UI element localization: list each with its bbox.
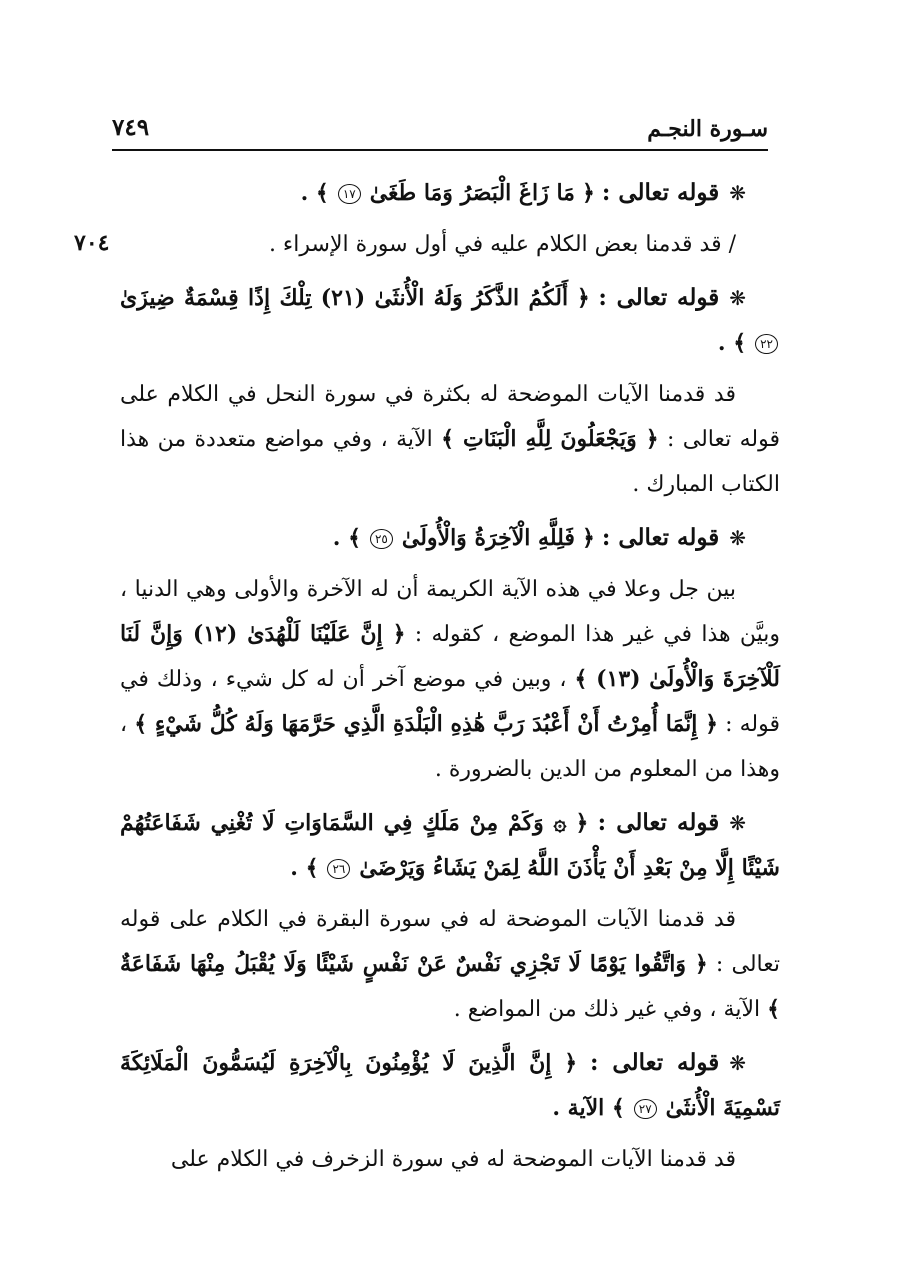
quran-quote: ﴿ إِنَّ عَلَيْنَا لَلْهُدَىٰ (١٢) وَإِنَّ لَنَا لَلْآخِرَةَ وَالْأُولَىٰ (١٣) ﴾ xyxy=(120,621,780,692)
verse-heading xyxy=(120,515,780,561)
heading-tail: . xyxy=(290,855,306,881)
heading-label: قوله تعالى : xyxy=(590,1049,720,1076)
quran-quote: ﴿ إِنَّمَا أُمِرْتُ أَنْ أَعْبُدَ رَبَّ هَٰذِهِ الْبَلْدَةِ الَّذِي حَرَّمَهَا وَلَهُ كُلُّ شَيْءٍ ﴾ xyxy=(134,711,719,737)
quran-quote: ﴿ وَيَجْعَلُونَ لِلَّهِ الْبَنَاتِ ﴾ xyxy=(441,426,659,452)
asterisk-icon: ❋ xyxy=(729,181,746,205)
commentary-paragraph: قد قدمنا الآيات الموضحة له في سورة الزخرف في الكلام على xyxy=(170,1147,736,1172)
heading-label: قوله تعالى : xyxy=(601,179,720,206)
quote-open-bracket: ﴿ xyxy=(581,525,595,551)
asterisk-icon: ❋ xyxy=(729,1051,747,1075)
verse-heading xyxy=(120,1040,780,1131)
commentary-text: قد قدمنا الآيات الموضحة له في سورة البقرة في الكلام على قوله تعالى : xyxy=(120,907,780,977)
quote-close-bracket: ﴾ xyxy=(733,330,747,356)
quote-close-bracket: ﴾ xyxy=(611,1095,625,1121)
quran-verse: إِنَّ الَّذِينَ لَا يُؤْمِنُونَ بِالْآخِرَةِ لَيُسَمُّونَ الْمَلَائِكَةَ تَسْمِيَةَ الْأُنثَىٰ xyxy=(120,1050,780,1121)
commentary-paragraph xyxy=(120,567,780,792)
quote-open-bracket: ﴿ xyxy=(576,285,590,311)
verse-heading xyxy=(120,800,780,891)
asterisk-icon: ❋ xyxy=(729,811,747,835)
margin-page-reference: ٧٠٤ xyxy=(74,230,110,256)
commentary-paragraph xyxy=(120,897,780,1032)
commentary-text: ، وبين في موضع آخر أن له كل شيء ، وذلك في قوله : xyxy=(120,667,781,737)
heading-label: قوله تعالى : xyxy=(601,524,720,551)
quote-open-bracket: ﴿ xyxy=(581,180,595,206)
quran-quote: ﴿ وَاتَّقُوا يَوْمًا لَا تَجْزِي نَفْسٌ عَنْ نَفْسٍ شَيْئًا وَلَا يُقْبَلُ مِنْهَا شَفَاعَةٌ ﴾ xyxy=(120,951,780,1022)
page-body xyxy=(120,168,780,1190)
quran-verse: ۞ وَكَمْ مِنْ مَلَكٍ فِي السَّمَاوَاتِ لَا تُغْنِي شَفَاعَتُهُمْ شَيْئًا إِلَّا مِنْ بَعْدِ أَنْ يَأْذَنَ اللَّهُ لِمَنْ يَشَاءُ وَيَرْضَىٰ xyxy=(120,810,780,881)
quran-verse: أَلَكُمُ الذَّكَرُ وَلَهُ الْأُنثَىٰ (٢١) تِلْكَ إِذًا قِسْمَةٌ ضِيزَىٰ xyxy=(120,285,569,311)
quote-close-bracket: ﴾ xyxy=(315,180,329,206)
heading-tail: . xyxy=(332,525,349,551)
header-divider xyxy=(112,149,768,151)
quran-verse: مَا زَاغَ الْبَصَرُ وَمَا طَغَىٰ xyxy=(369,180,575,206)
verse-number-badge: ٢٢ xyxy=(755,334,778,354)
commentary-text: قد قدمنا الآيات الموضحة له بكثرة في سورة النحل في الكلام على قوله تعالى : xyxy=(120,382,780,452)
verse-heading xyxy=(120,170,780,216)
heading-label: قوله تعالى : xyxy=(598,284,720,311)
heading-tail: الآية . xyxy=(552,1095,612,1121)
quote-open-bracket: ﴿ xyxy=(575,810,589,836)
verse-number-badge: ٢٧ xyxy=(634,1099,657,1119)
asterisk-icon: ❋ xyxy=(729,286,746,310)
verse-heading xyxy=(120,275,780,366)
asterisk-icon: ❋ xyxy=(729,526,746,550)
quran-verse: فَلِلَّهِ الْآخِرَةُ وَالْأُولَىٰ xyxy=(401,525,575,551)
verse-number-badge: ١٧ xyxy=(338,184,361,204)
heading-label: قوله تعالى : xyxy=(597,809,720,836)
verse-number-badge: ٢٥ xyxy=(370,529,393,549)
commentary-text: الآية ، وفي مواضع متعددة من هذا الكتاب المبارك . xyxy=(120,427,780,497)
heading-tail: . xyxy=(717,330,734,356)
quote-close-bracket: ﴾ xyxy=(305,855,319,881)
quote-open-bracket: ﴿ xyxy=(564,1050,578,1076)
commentary-paragraph: / قد قدمنا بعض الكلام عليه في أول سورة الإسراء . xyxy=(268,232,736,257)
page-header xyxy=(112,112,768,150)
commentary-text: بين جل وعلا في هذه الآية الكريمة أن له الآخرة والأولى وهي الدنيا ، وبيَّن هذا في غير هذا الموضع ، كقوله : xyxy=(120,577,780,647)
commentary-paragraph xyxy=(120,372,780,507)
page-number: ٧٤٩ xyxy=(112,114,150,141)
surah-title: سـورة النجـم xyxy=(647,116,768,142)
commentary-text: ، وهذا من المعلوم من الدين بالضرورة . xyxy=(120,712,780,782)
commentary-text: الآية ، وفي غير ذلك من المواضع . xyxy=(453,997,768,1022)
quote-close-bracket: ﴾ xyxy=(348,525,361,551)
heading-tail: . xyxy=(300,180,316,206)
verse-number-badge: ٢٦ xyxy=(327,859,350,879)
